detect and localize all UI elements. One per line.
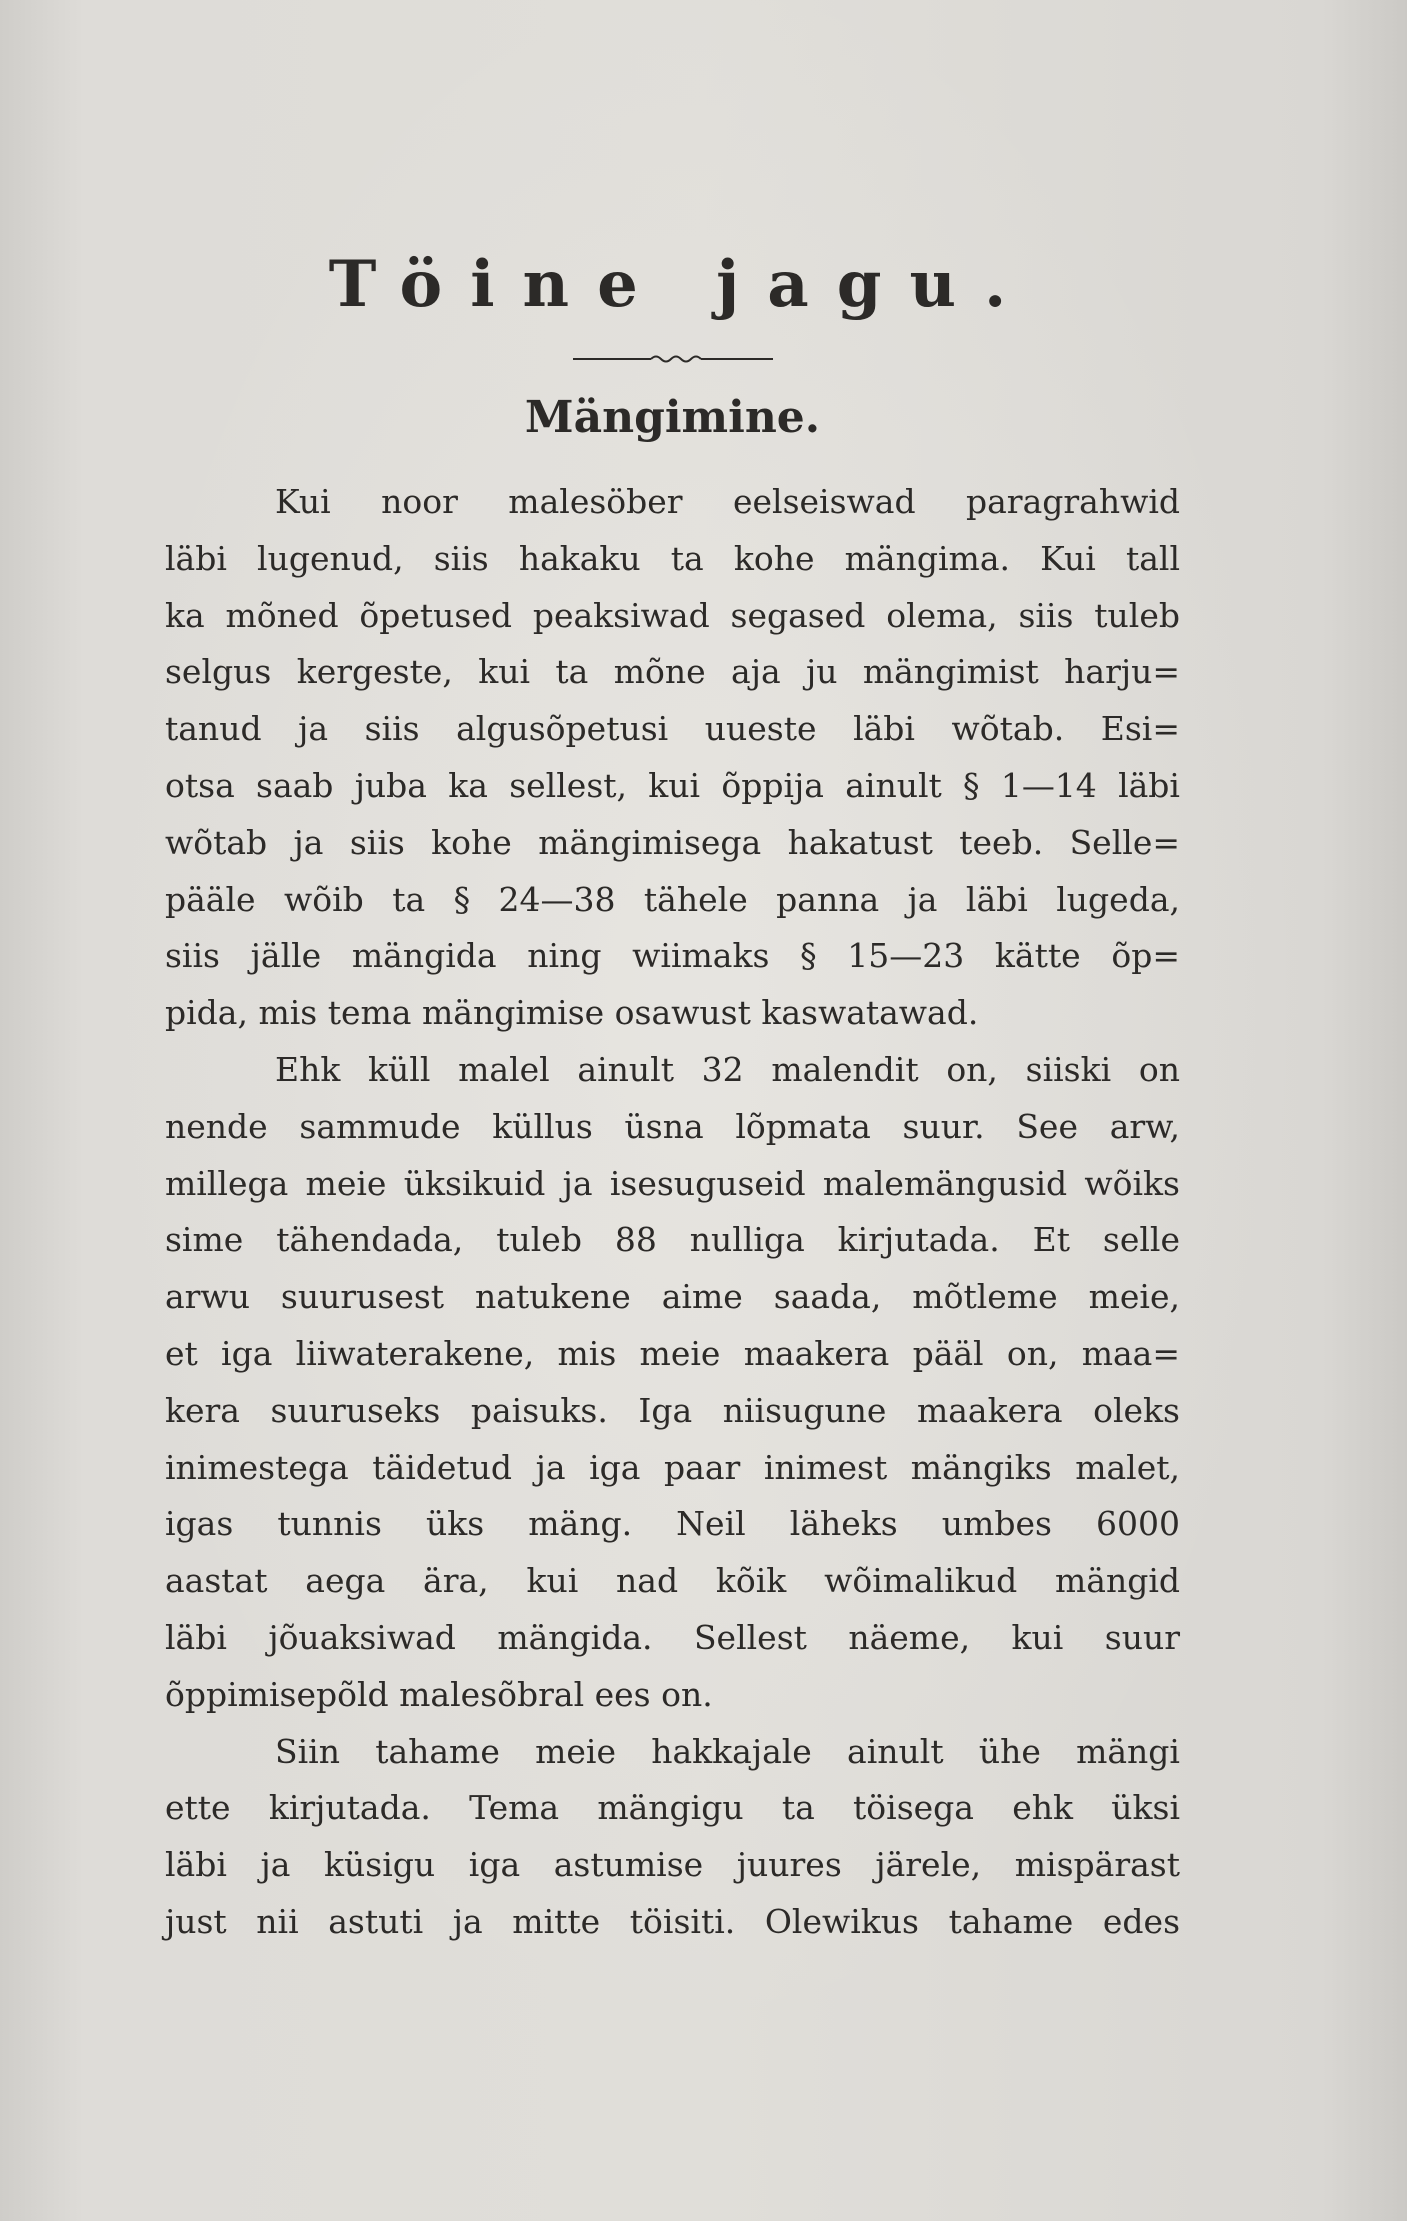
text-line: millega meie üksikuid ja isesuguseid malemängusid wõiks — [165, 1163, 1180, 1203]
text-line: Ehk küll malel ainult 32 malendit on, siiski on — [275, 1049, 1180, 1089]
text-line: pida, mis tema mängimise osawust kaswatawad. — [165, 993, 979, 1033]
text-line: inimestega täidetud ja iga paar inimest mängiks malet, — [165, 1447, 1180, 1487]
text-line: Siin tahame meie hakkajale ainult ühe mängi — [275, 1731, 1180, 1771]
text-line: läbi lugenud, siis hakaku ta kohe mängima. Kui tall — [165, 538, 1180, 578]
text-line: pääle wõib ta § 24—38 tähele panna ja läbi lugeda, — [165, 879, 1180, 919]
text-line: selgus kergeste, kui ta mõne aja ju mängimist harju= — [165, 652, 1180, 692]
section-title: Mängimine. — [524, 392, 821, 443]
text-line: just nii astuti ja mitte töisiti. Olewikus tahame edes — [165, 1901, 1180, 1941]
text-line: ette kirjutada. Tema mängigu ta töisega ehk üksi — [165, 1788, 1180, 1828]
text-line: aastat aega ära, kui nad kõik wõimalikud mängid — [165, 1561, 1180, 1601]
page-text-block — [165, 240, 1180, 1951]
text-line: Kui noor malesöber eelseiswad paragrahwid — [275, 482, 1180, 521]
paragraph-2 — [165, 1042, 1180, 1724]
text-line: kera suuruseks paisuks. Iga niisugune maakera oleks — [165, 1390, 1180, 1430]
text-line: siis jälle mängida ning wiimaks § 15—23 kätte õp= — [165, 936, 1180, 976]
part-title: Töine jagu. — [328, 247, 1035, 322]
text-line: otsa saab juba ka sellest, kui õppija ainult § 1—14 läbi — [165, 765, 1180, 805]
text-line: sime tähendada, tuleb 88 nulliga kirjutada. Et selle — [165, 1220, 1180, 1260]
text-line: wõtab ja siis kohe mängimisega hakatust teeb. Selle= — [165, 822, 1180, 862]
text-line: et iga liiwaterakene, mis meie maakera pääl on, maa= — [165, 1333, 1180, 1373]
text-line: läbi jõuaksiwad mängida. Sellest näeme, kui suur — [165, 1617, 1180, 1657]
text-line: ka mõned õpetused peaksiwad segased olema, siis tuleb — [165, 595, 1180, 635]
text-line: arwu suurusest natukene aime saada, mõtleme meie, — [165, 1277, 1180, 1317]
text-line: igas tunnis üks mäng. Neil läheks umbes 6000 — [165, 1504, 1180, 1544]
text-line: õppimisepõld malesõbral ees on. — [165, 1674, 713, 1714]
text-line: tanud ja siis algusõpetusi uueste läbi wõtab. Esi= — [165, 709, 1180, 749]
paragraph-3 — [165, 1724, 1180, 1951]
text-line: läbi ja küsigu iga astumise juures järele, mispärast — [165, 1845, 1180, 1885]
paragraph-1 — [165, 474, 1180, 1042]
text-line: nende sammude küllus üsna lõpmata suur. See arw, — [165, 1106, 1180, 1146]
ornament-divider — [573, 352, 773, 366]
